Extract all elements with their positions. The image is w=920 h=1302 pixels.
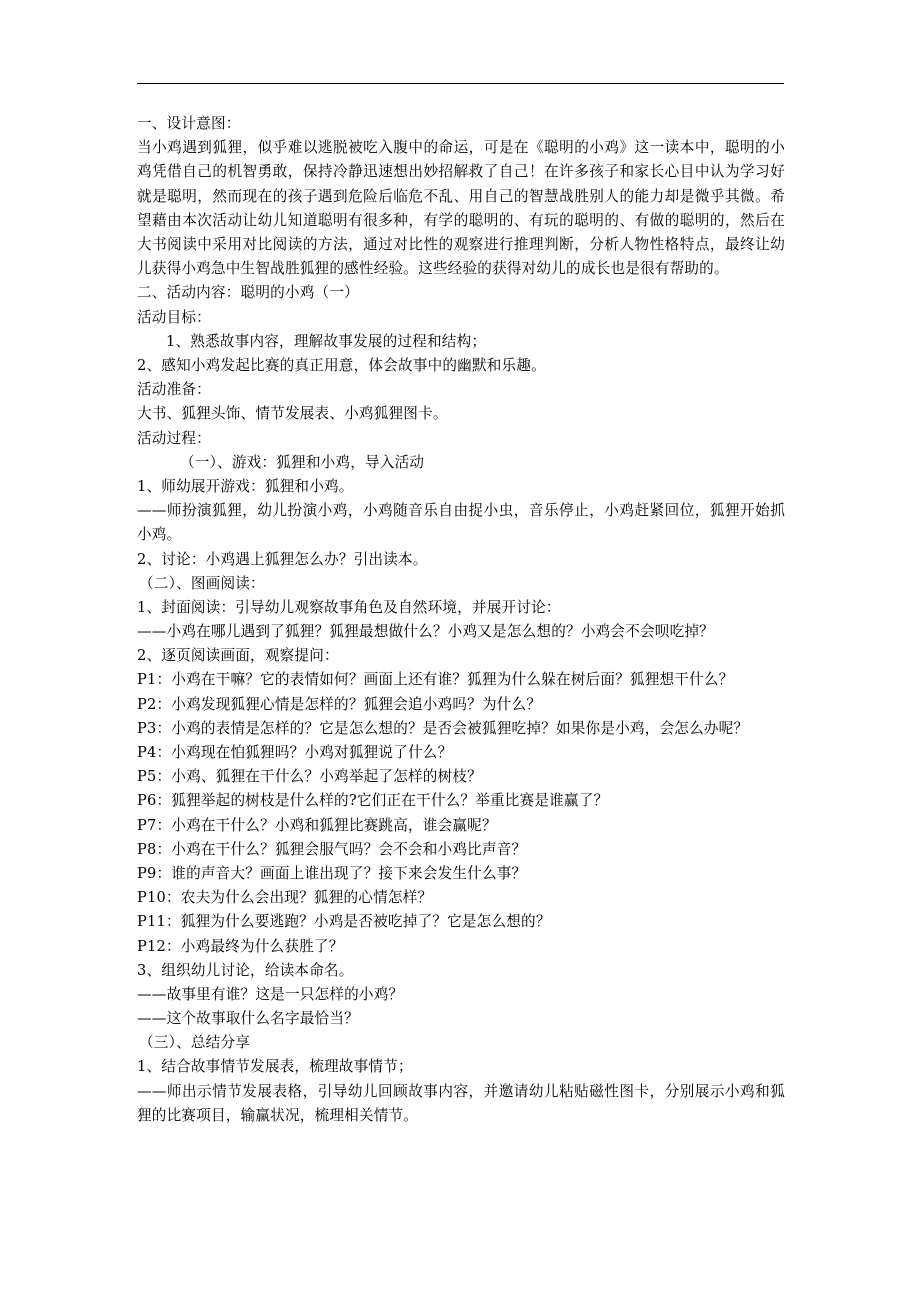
page-question-p7: P7：小鸡在干什么？小鸡和狐狸比赛跳高，谁会赢呢？ xyxy=(137,816,497,834)
process-part3-title: （三）、总结分享 xyxy=(139,1034,251,1052)
page-question-p8: P8：小鸡在干什么？狐狸会服气吗？会不会和小鸡比声音？ xyxy=(137,840,527,858)
preparation-text: 大书、狐狸头饰、情节发展表、小鸡狐狸图卡。 xyxy=(137,405,448,423)
part2-step3: 3、组织幼儿讨论，给读本命名。 xyxy=(137,961,354,979)
design-intent-paragraph: 当小鸡遇到狐狸，似乎难以逃脱被吃入腹中的命运，可是在《聪明的小鸡》这一读本中，聪明的小鸡凭借自己的机智勇敢，保持冷静迅速想出妙招解救了自己！在许多孩子和家长心目中认为学习好就是聪明，然而现在的孩子遇到危险后临危不乱、用自己的智慧战胜别人的能力却是微乎其微。希望藉由本次活动让幼儿知道聪明有很多种，有学的聪明的、有玩的聪明的、有做的聪明的，然后在大书阅读中采用对比阅读的方法，通过对比性的观察进行推理判断，分析人物性格特点，最终让幼儿获得小鸡急中生智战胜狐狸的感性经验。这些经验的获得对幼儿的成长也是很有帮助的。 xyxy=(137,139,785,278)
part2-step2: 2、逐页阅读画面，观察提问： xyxy=(137,647,339,665)
page-question-p4: P4：小鸡现在怕狐狸吗？小鸡对狐狸说了什么？ xyxy=(137,744,453,762)
header-rule xyxy=(137,83,784,84)
part2-step3-detail-1: ——故事里有谁？这是一只怎样的小鸡？ xyxy=(137,985,404,1003)
preparation-heading: 活动准备： xyxy=(137,381,211,399)
goals-heading: 活动目标： xyxy=(137,308,211,326)
page-question-p2: P2：小鸡发现狐狸心情是怎样的？狐狸会追小鸡吗？为什么？ xyxy=(137,695,542,713)
page-question-p1: P1：小鸡在干嘛？它的表情如何？画面上还有谁？狐狸为什么躲在树后面？狐狸想干什么？ xyxy=(137,671,734,689)
part2-step1-detail: ——小鸡在哪儿遇到了狐狸？狐狸最想做什么？小鸡又是怎么想的？小鸡会不会呗吃掉？ xyxy=(137,623,714,641)
part3-step1: 1、结合故事情节发展表，梳理故事情节； xyxy=(137,1058,413,1076)
page-question-p12: P12：小鸡最终为什么获胜了？ xyxy=(137,937,344,955)
page-question-p5: P5：小鸡、狐狸在干什么？小鸡举起了怎样的树枝？ xyxy=(137,768,482,786)
section-heading-activity-content: 二、活动内容：聪明的小鸡（一） xyxy=(137,284,359,302)
part1-step2: 2、讨论：小鸡遇上狐狸怎么办？引出读本。 xyxy=(137,550,428,568)
part3-step1-detail: ——师出示情节发展表格，引导幼儿回顾故事内容，并邀请幼儿粘贴磁性图卡，分别展示小鸡和狐狸的比赛项目，输赢状况，梳理相关情节。 xyxy=(137,1082,785,1124)
process-part2-title: （二）、图画阅读： xyxy=(139,574,265,592)
part1-step1-detail: ——师扮演狐狸，幼儿扮演小鸡，小鸡随音乐自由捉小虫，音乐停止，小鸡赶紧回位，狐狸开始抓小鸡。 xyxy=(137,502,785,544)
section-heading-design-intent: 一、设计意图： xyxy=(137,115,241,132)
page-question-p10: P10：农夫为什么会出现？狐狸的心情怎样？ xyxy=(137,889,433,907)
process-part1-title: （一）、游戏：狐狸和小鸡，导入活动 xyxy=(180,453,425,471)
goal-item-1: 1、熟悉故事内容，理解故事发展的过程和结构； xyxy=(166,332,487,350)
page-question-p6: P6：狐狸举起的树枝是什么样的?它们正在干什么？举重比赛是谁赢了？ xyxy=(137,792,609,810)
goal-item-2: 2、感知小鸡发起比赛的真正用意，体会故事中的幽默和乐趣。 xyxy=(137,356,546,374)
part2-step1: 1、封面阅读：引导幼儿观察故事角色及自然环境，并展开讨论： xyxy=(137,598,561,616)
document-body xyxy=(137,112,785,1128)
page-question-p11: P11：狐狸为什么要逃跑？小鸡是否被吃掉了？它是怎么想的？ xyxy=(137,913,551,931)
process-heading: 活动过程： xyxy=(137,429,211,447)
part2-step3-detail-2: ——这个故事取什么名字最恰当？ xyxy=(137,1010,359,1028)
page-question-p3: P3：小鸡的表情是怎样的？它是怎么想的？是否会被狐狸吃掉？如果你是小鸡，会怎么办呢？ xyxy=(137,719,749,737)
page-question-p9: P9：谁的声音大？画面上谁出现了？接下来会发生什么事？ xyxy=(137,864,527,882)
part1-step1: 1、师幼展开游戏：狐狸和小鸡。 xyxy=(137,477,354,495)
